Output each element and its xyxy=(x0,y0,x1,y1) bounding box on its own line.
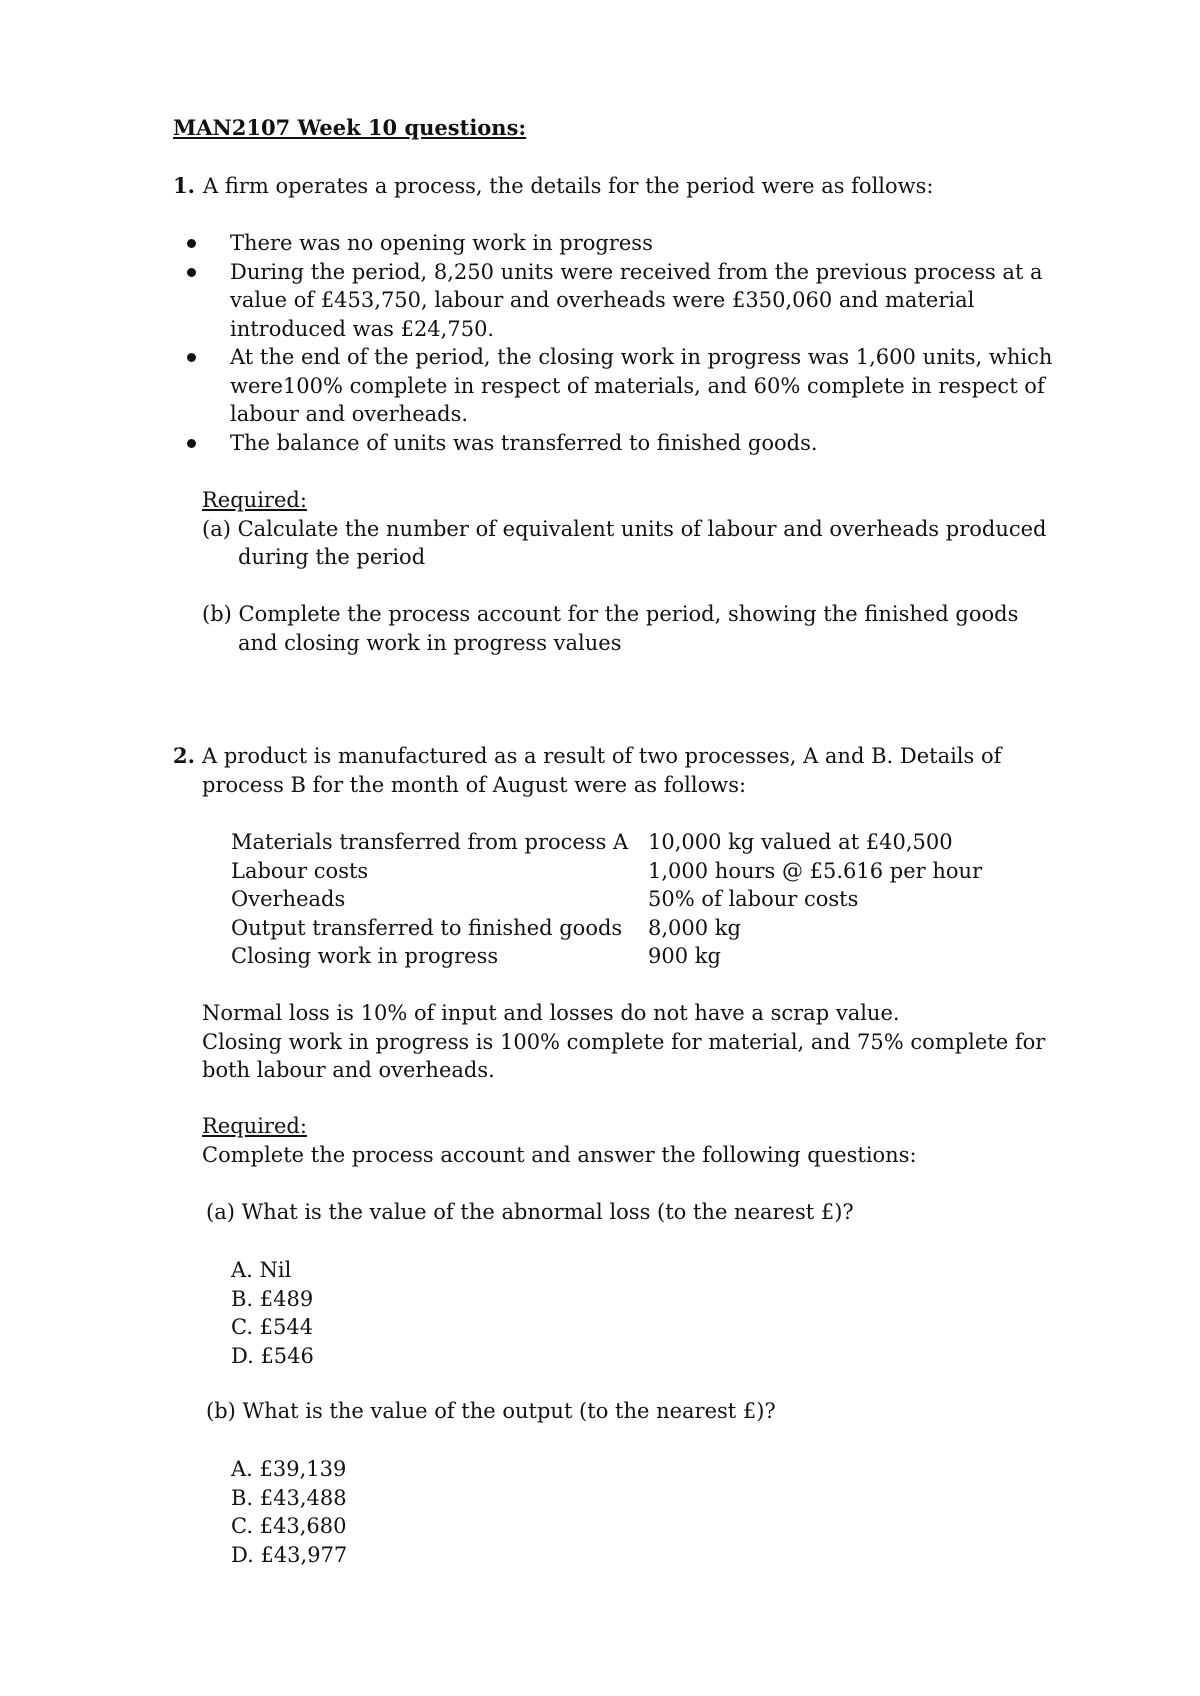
question-2-intro xyxy=(173,742,1001,799)
question-2-part-b-options xyxy=(231,1455,347,1569)
question-2-instruction: Complete the process account and answer the following questions: xyxy=(202,1142,917,1167)
question-1-number: 1. xyxy=(173,173,195,198)
bullet-item: At the end of the period, the closing work in progress was 1,600 units, which were100% complete in respect of materials, and 60% complete in respect of labour and overheads. xyxy=(187,343,1067,429)
question-2-required xyxy=(202,1112,1062,1169)
question-1-bullet-list xyxy=(187,229,1067,457)
table-row: Materials transferred from process A 10,000 kg valued at £40,500 xyxy=(231,830,953,854)
question-1-part-b: (b) Complete the process account for the period, showing the finished goods and closing work in progress values xyxy=(202,602,1019,655)
table-row: Output transferred to finished goods 8,000 kg xyxy=(231,915,741,940)
question-1-intro xyxy=(173,172,933,201)
list-item: C. £43,680 xyxy=(231,1514,347,1538)
document-title: MAN2107 Week 10 questions: xyxy=(173,115,527,140)
required-label: Required: xyxy=(202,488,307,512)
list-item: C. £544 xyxy=(231,1315,314,1339)
question-1-intro-text: A firm operates a process, the details for the period were as follows: xyxy=(203,174,934,198)
question-2-intro-text: A product is manufactured as a result of two processes, A and B. Details of process B for the month of August were as follows: xyxy=(202,744,1002,797)
bullet-icon xyxy=(187,353,196,362)
question-2-note: Normal loss is 10% of input and losses do not have a scrap value. Closing work in progress is 100% complete for material, and 75% complete for both labour and overheads. xyxy=(202,1001,1046,1082)
question-1-part-a: (a) Calculate the number of equivalent units of labour and overheads produced during the period xyxy=(202,516,1047,569)
list-item: D. £43,977 xyxy=(231,1542,348,1567)
table-row: Labour costs 1,000 hours @ £5.616 per hour xyxy=(231,858,983,883)
question-1-part-b-block xyxy=(202,600,1062,657)
table-row: Closing work in progress 900 kg xyxy=(231,944,721,968)
list-item: A. Nil xyxy=(231,1258,292,1282)
question-2-part-b: (b) What is the value of the output (to the nearest £)? xyxy=(206,1399,776,1423)
question-2-part-a: (a) What is the value of the abnormal loss (to the nearest £)? xyxy=(206,1200,854,1224)
question-2-part-a-options xyxy=(231,1256,314,1370)
bullet-icon xyxy=(187,239,196,248)
bullet-icon xyxy=(187,268,196,277)
list-item: A. £39,139 xyxy=(231,1457,347,1481)
question-2-number: 2. xyxy=(173,743,195,768)
bullet-item: During the period, 8,250 units were received from the previous process at a value of £453,750, labour and overheads were £350,060 and material introduced was £24,750. xyxy=(187,258,1067,344)
bullet-item: There was no opening work in progress xyxy=(187,229,1067,258)
required-label: Required: xyxy=(202,1114,307,1138)
list-item: B. £43,488 xyxy=(231,1485,347,1510)
question-1-required xyxy=(202,486,1062,572)
list-item: B. £489 xyxy=(231,1286,314,1311)
bullet-icon xyxy=(187,439,196,448)
process-b-details-table xyxy=(231,828,982,971)
list-item: D. £546 xyxy=(231,1343,314,1368)
table-row: Overheads 50% of labour costs xyxy=(231,887,859,911)
bullet-item: The balance of units was transferred to finished goods. xyxy=(187,429,1067,458)
